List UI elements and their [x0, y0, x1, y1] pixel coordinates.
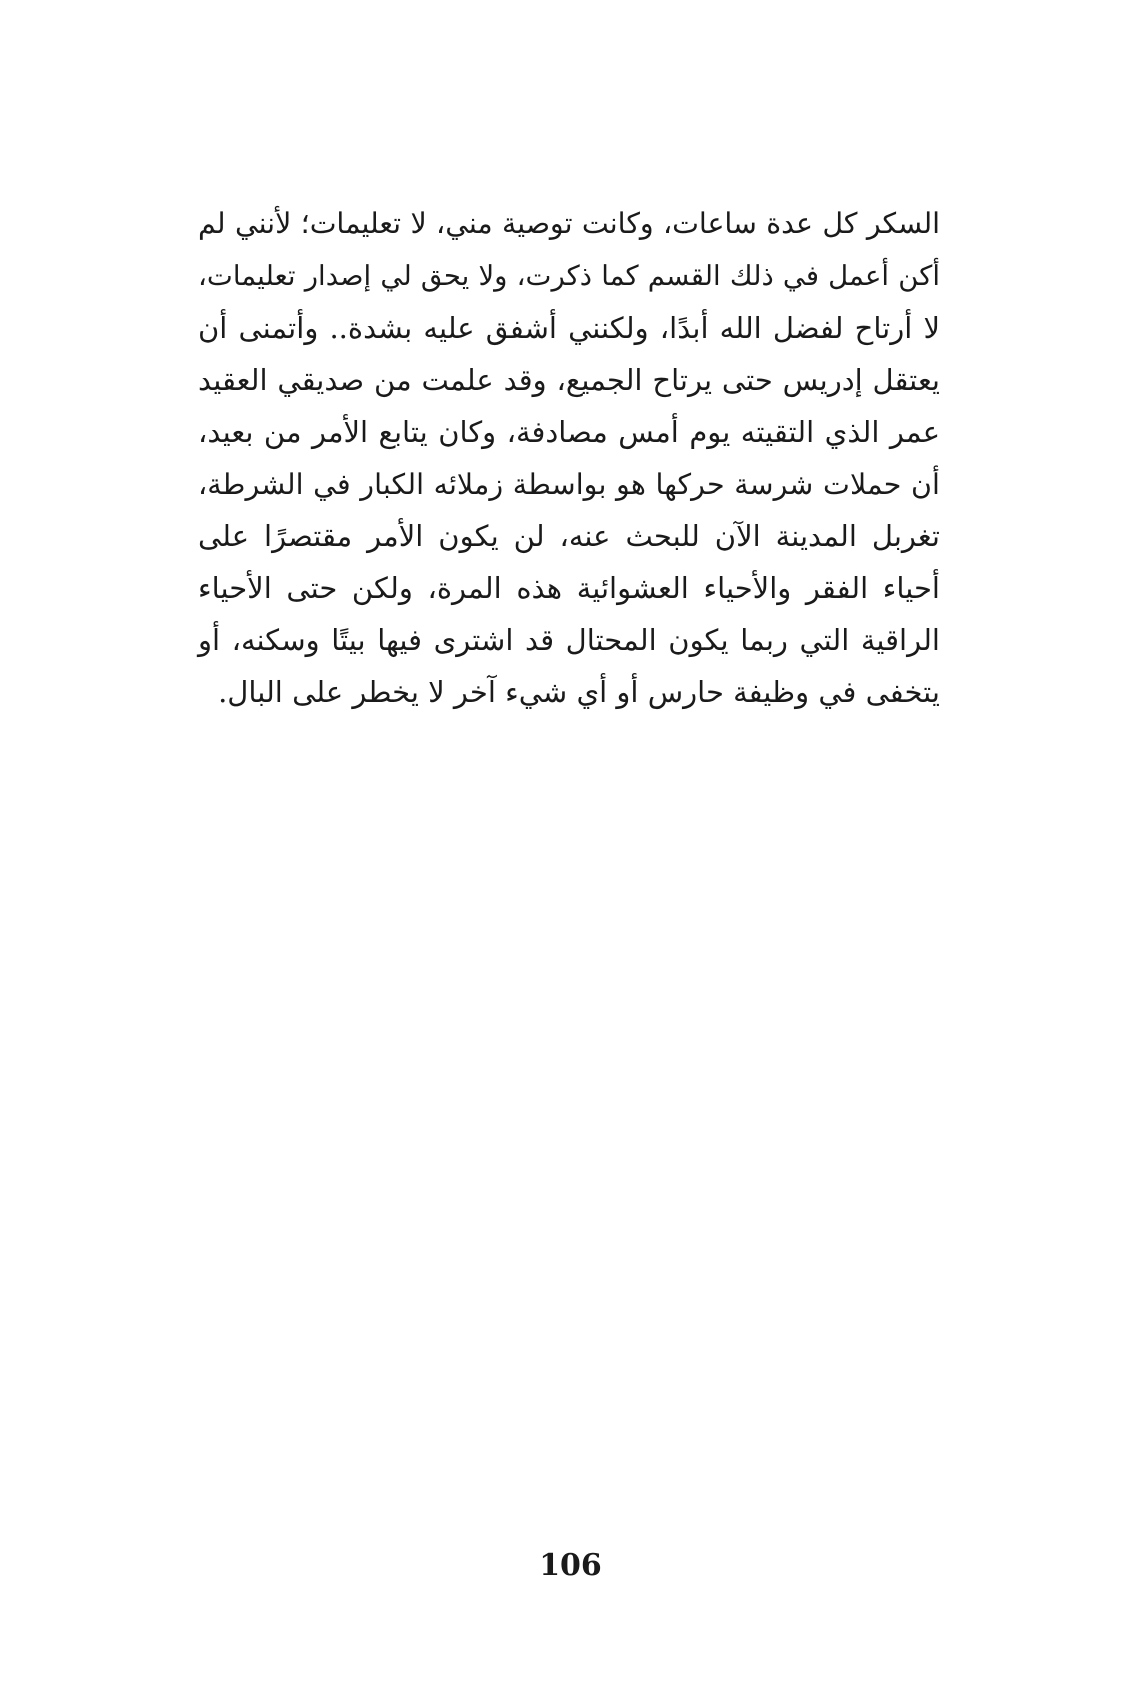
- page-number: 106: [539, 1548, 602, 1583]
- text-line: تغربل المدينة الآن للبحث عنه، لن يكون الأمر مقتصرًا على: [198, 519, 940, 553]
- text-line: السكر كل عدة ساعات، وكانت توصية مني، لا تعليمات؛ لأنني لم: [198, 207, 940, 240]
- text-line: أكن أعمل في ذلك القسم كما ذكرت، ولا يحق لي إصدار تعليمات،: [198, 259, 940, 292]
- text-line: لا أرتاح لفضل الله أبدًا، ولكنني أشفق عليه بشدة.. وأتمنى أن: [198, 311, 940, 345]
- text-line: عمر الذي التقيته يوم أمس مصادفة، وكان يتابع الأمر من بعيد،: [198, 415, 940, 449]
- text-line: أحياء الفقر والأحياء العشوائية هذه المرة، ولكن حتى الأحياء: [198, 571, 940, 605]
- text-line: يعتقل إدريس حتى يرتاح الجميع، وقد علمت من صديقي العقيد: [198, 363, 940, 397]
- text-line: يتخفى في وظيفة حارس أو أي شيء آخر لا يخطر على البال.: [218, 675, 940, 709]
- text-line: الراقية التي ربما يكون المحتال قد اشترى فيها بيتًا وسكنه، أو: [198, 623, 940, 657]
- body-paragraph: [198, 198, 940, 718]
- text-line: أن حملات شرسة حركها هو بواسطة زملائه الكبار في الشرطة،: [198, 467, 940, 501]
